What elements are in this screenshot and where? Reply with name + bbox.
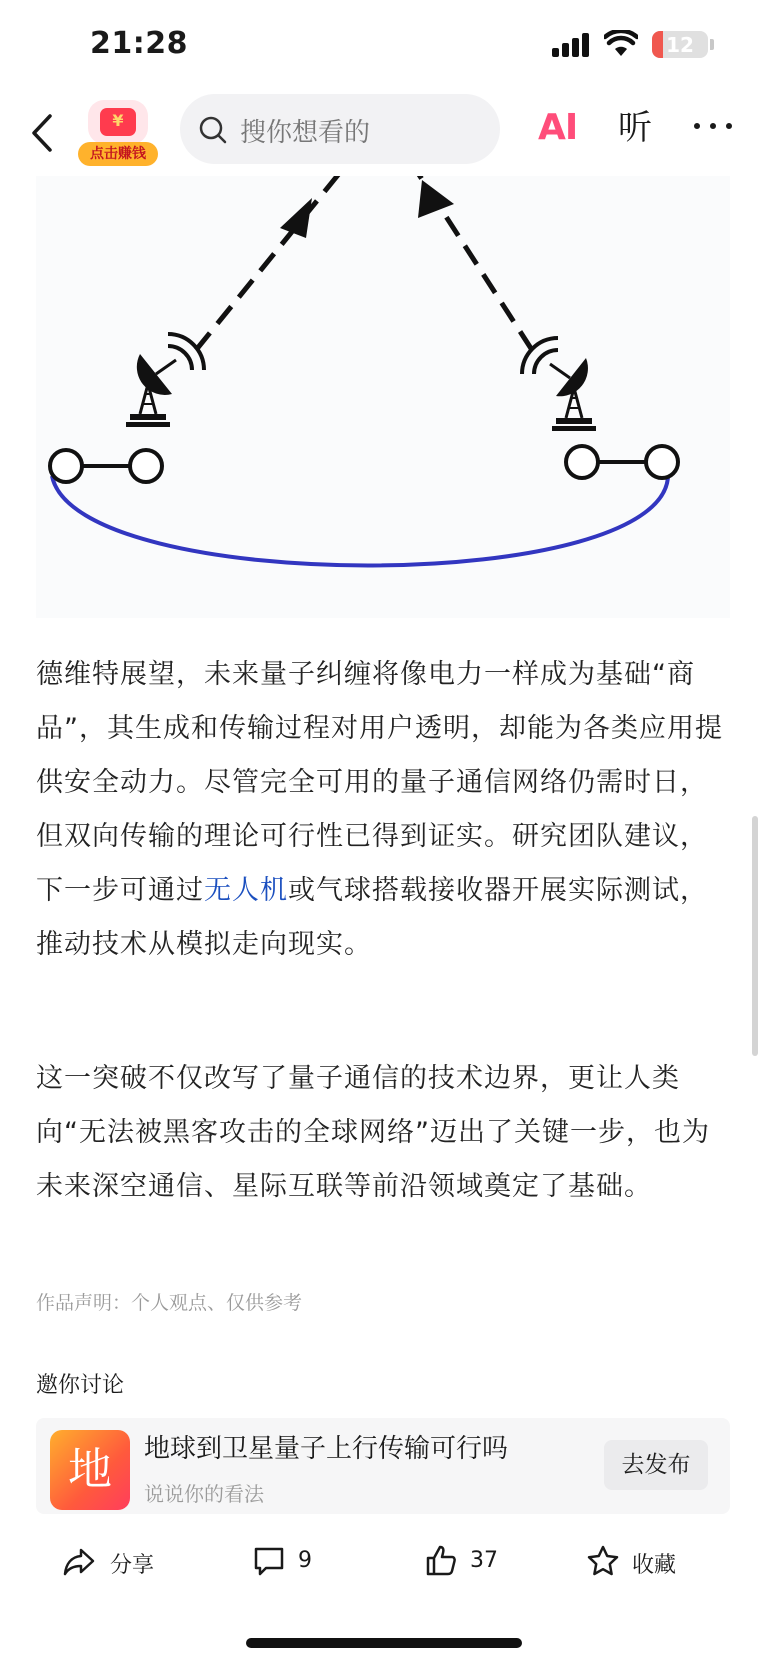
paragraph-1-text-a: 德维特展望，未来量子纠缠将像电力一样成为基础“商品”，其生成和传输过程对用户透明，却能为各类应用提供安全动力。尽管完全可用的量子通信网络仍需时日，但双向传输的理论可行性已得到证实。研究团队建议，下一步可通过 [36,659,723,906]
paragraph-1-text-b: 或气球搭载接收器开展实际测试，推动技术从模拟走向现实。 [36,875,708,960]
back-icon[interactable] [24,108,64,158]
article-paragraph-2: 这一突破不仅改写了量子通信的技术边界，更让人类向“无法被黑客攻击的全球网络”迈出了关键一步，也为未来深空通信、星际互联等前沿领域奠定了基础。 [36,1063,710,1202]
discussion-heading: 邀你讨论 [36,1373,125,1398]
battery-level: 12 [666,33,694,57]
battery-icon [652,31,708,58]
bottom-action-bar [0,1520,768,1662]
earn-reward-button[interactable] [78,98,158,168]
topic-subtitle: 说说你的看法 [144,1482,264,1506]
home-indicator[interactable] [246,1638,522,1648]
scrollbar[interactable] [752,816,758,1056]
share-label: 分享 [110,1553,155,1578]
publish-button[interactable]: 去发布 [604,1440,708,1490]
ai-assistant-button[interactable]: AI [538,107,578,148]
star-icon [586,1544,620,1578]
thumbs-up-icon [424,1544,458,1578]
cellular-signal-icon [552,33,592,57]
share-button[interactable] [62,1538,172,1588]
discussion-topic-card[interactable] [36,1418,730,1514]
favorite-button[interactable] [586,1538,706,1588]
work-disclaimer: 作品声明：个人观点、仅供参考 [36,1292,303,1314]
wifi-icon [604,30,638,58]
status-time: 21:28 [90,26,188,61]
comment-button[interactable] [252,1538,332,1588]
topic-title: 地球到卫星量子上行传输可行吗 [144,1434,509,1464]
article-paragraph-1 [36,648,732,972]
share-icon [62,1544,96,1578]
comment-count: 9 [298,1548,312,1573]
search-placeholder: 搜你想看的 [240,118,371,148]
topic-icon [50,1430,130,1510]
favorite-label: 收藏 [632,1553,677,1578]
battery-tip [710,39,714,50]
status-bar [0,0,768,92]
top-nav [0,92,768,176]
reward-label: 点击赚钱 [78,142,158,166]
quantum-link-diagram [36,176,730,618]
like-button[interactable] [424,1538,524,1588]
drone-link[interactable]: 无人机 [204,875,288,906]
search-icon [198,115,228,145]
like-count: 37 [470,1548,498,1573]
listen-button[interactable]: 听 [618,108,652,148]
topic-icon-char: 地 [68,1444,112,1495]
red-envelope-icon [100,108,136,136]
comment-icon [252,1544,286,1578]
more-options-icon[interactable] [694,110,738,140]
search-input[interactable] [180,94,500,164]
